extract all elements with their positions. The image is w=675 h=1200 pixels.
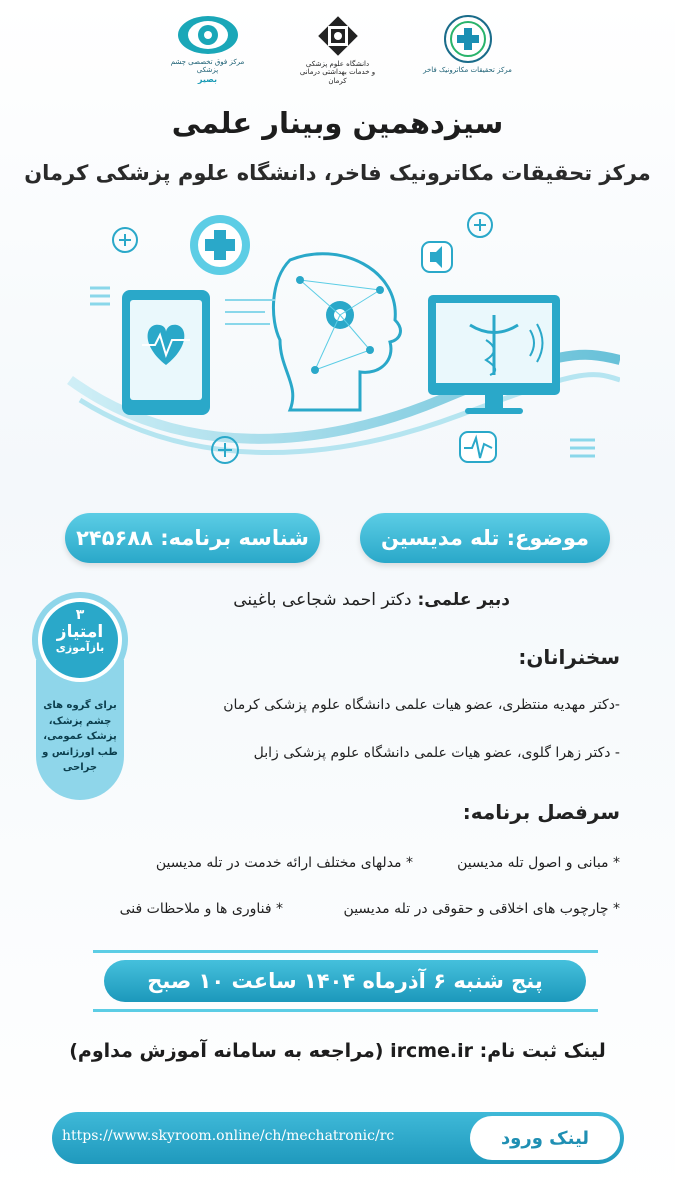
badge-word: امتیاز bbox=[56, 622, 104, 643]
kmu-caption-line2: و خدمات بهداشتی درمانی کرمان bbox=[299, 68, 376, 85]
basir-caption bbox=[163, 58, 253, 84]
badge-line: طب اورژانس و bbox=[42, 746, 118, 758]
syllabus-item: * مدلهای مختلف ارائه خدمت در تله مدیسین bbox=[155, 855, 413, 871]
badge-groups bbox=[38, 698, 122, 776]
phone-icon bbox=[122, 290, 210, 415]
logo-row bbox=[0, 14, 675, 84]
kmu-logo bbox=[293, 14, 383, 85]
plus-circle-icon bbox=[113, 228, 137, 252]
mechatronic-emblem-icon bbox=[443, 14, 493, 64]
login-url[interactable]: https://www.skyroom.online/ch/mechatronic/rc bbox=[62, 1128, 395, 1144]
editor-name: دکتر احمد شجاعی باغینی bbox=[233, 590, 412, 610]
login-link-bar[interactable] bbox=[52, 1112, 624, 1164]
medical-plus-icon bbox=[190, 215, 250, 275]
page-subtitle: مرکز تحقیقات مکاترونیک فاخر، دانشگاه علوم پزشکی کرمان bbox=[24, 161, 651, 185]
program-id-pill: شناسه برنامه: ۲۴۵۶۸۸ bbox=[65, 513, 320, 563]
basir-logo bbox=[163, 14, 253, 84]
kmu-caption bbox=[293, 60, 383, 85]
speaker-icon bbox=[422, 242, 452, 272]
telemedicine-illustration bbox=[60, 200, 620, 490]
syllabus-heading: سرفصل برنامه: bbox=[462, 800, 620, 824]
login-button[interactable]: لینک ورود bbox=[470, 1116, 620, 1160]
mechatronic-caption: مرکز تحقیقات مکاترونیک فاخر bbox=[423, 66, 512, 74]
topic-pill: موضوع: تله مدیسین bbox=[360, 513, 610, 563]
speakers-heading: سخنرانان: bbox=[518, 645, 620, 669]
pulse-icon bbox=[460, 432, 496, 462]
badge-line: جراحی bbox=[62, 762, 98, 773]
mechatronic-logo bbox=[423, 14, 513, 74]
badge-number: ۳ bbox=[75, 607, 85, 623]
basir-caption-line1: مرکز فوق تخصصی چشم پزشکی bbox=[170, 58, 245, 75]
plus-circle-icon bbox=[468, 213, 492, 237]
event-date: پنج شنبه ۶ آذرماه ۱۴۰۴ ساعت ۱۰ صبح bbox=[104, 960, 586, 1002]
scientific-editor bbox=[150, 590, 510, 610]
badge-sub: بازآموزی bbox=[55, 641, 105, 655]
kmu-emblem-icon bbox=[316, 14, 360, 58]
badge-line: پزشک عمومی، bbox=[43, 731, 117, 742]
kmu-caption-line1: دانشگاه علوم پزشکی bbox=[305, 60, 370, 68]
badge-score bbox=[30, 608, 130, 654]
speaker-item: -دکتر مهدیه منتظری، عضو هیات علمی دانشگاه علوم پزشکی کرمان bbox=[223, 697, 620, 713]
badge-line: چشم پزشک، bbox=[48, 715, 112, 727]
credit-badge bbox=[30, 590, 130, 810]
badge-line: برای گروه های bbox=[43, 700, 117, 711]
page-title: سیزدهمین وبینار علمی bbox=[171, 106, 504, 140]
speaker-item: - دکتر زهرا گلوی، عضو هیات علمی دانشگاه علوم پزشکی زابل bbox=[253, 745, 620, 761]
editor-label: دبیر علمی: bbox=[417, 590, 510, 610]
syllabus-item: * فناوری ها و ملاحظات فنی bbox=[119, 901, 283, 917]
syllabus-item: * مبانی و اصول تله مدیسین bbox=[457, 855, 620, 871]
basir-caption-line2: بصیر bbox=[197, 74, 218, 84]
basir-emblem-icon bbox=[176, 14, 240, 56]
syllabus-item: * چارچوب های اخلاقی و حقوقی در تله مدیسین bbox=[343, 901, 620, 917]
ai-head-icon bbox=[273, 254, 400, 410]
registration-text: لینک ثبت نام: ircme.ir (مراجعه به سامانه آموزش مداوم) bbox=[69, 1040, 606, 1062]
